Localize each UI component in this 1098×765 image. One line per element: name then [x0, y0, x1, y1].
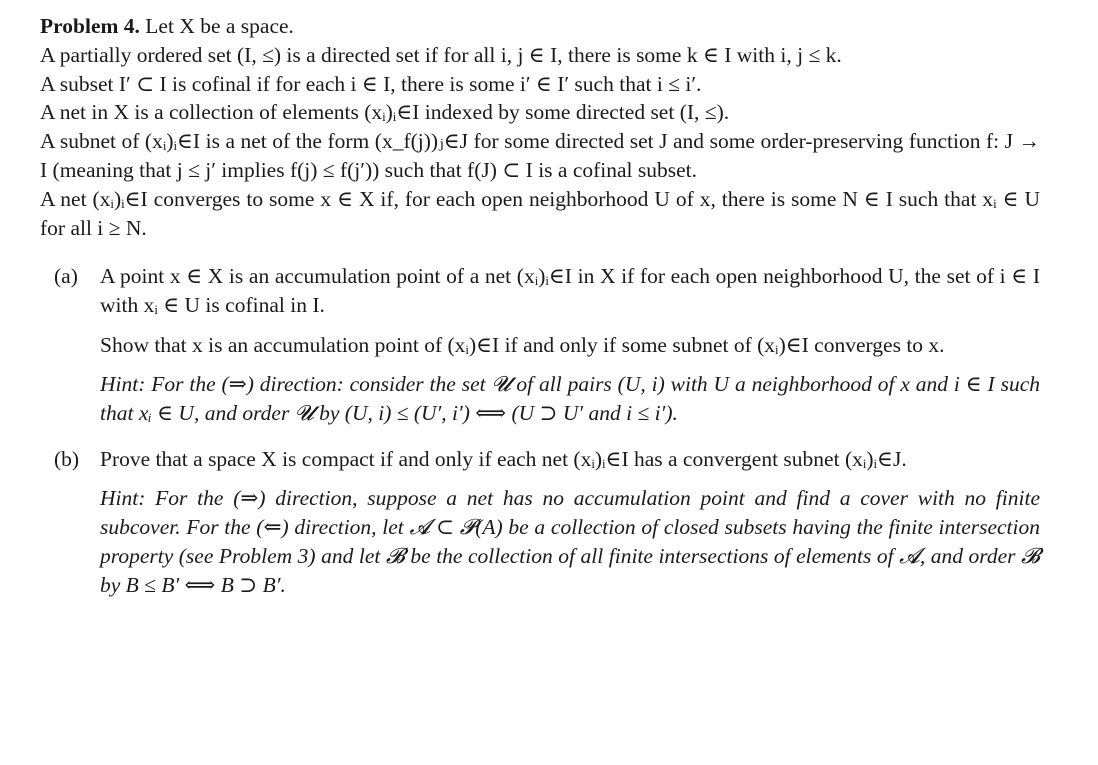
part-a-statement: A point x ∈ X is an accumulation point of a net (xᵢ)ᵢ∈I in X if for each open neighborhood U, the set of i ∈ I with xᵢ ∈ U is cofinal in I.: [100, 264, 1040, 318]
problem-heading: Problem 4.: [40, 14, 140, 38]
definition-subnet: A subnet of (xᵢ)ᵢ∈I is a net of the form (x_f(j))ⱼ∈J for some directed set J and some order-preserving function f: J → I (meaning that j ≤ j′ implies f(j) ≤ f(j′)) such that f(J) ⊂ I is a cofinal subset.: [40, 129, 1040, 182]
definition-convergence: A net (xᵢ)ᵢ∈I converges to some x ∈ X if, for each open neighborhood U of x, there is some N ∈ I such that xᵢ ∈ U for all i ≥ N.: [40, 186, 1040, 240]
definition-cofinal: A subset I′ ⊂ I is cofinal if for each i ∈ I, there is some i′ ∈ I′ such that i ≤ i′.: [40, 71, 702, 96]
problem-intro: Let X be a space.: [145, 14, 294, 38]
part-b-statement: Prove that a space X is compact if and only if each net (xᵢ)ᵢ∈I has a convergent subnet (xᵢ)ᵢ∈J.: [100, 447, 907, 472]
part-a-task: Show that x is an accumulation point of (xᵢ)∈I if and only if some subnet of (xᵢ)∈I converges to x.: [100, 332, 945, 357]
part-a: [54, 262, 1040, 427]
definition-net: A net in X is a collection of elements (xᵢ)ᵢ∈I indexed by some directed set (I, ≤).: [40, 100, 730, 125]
part-a-label: (a): [54, 264, 78, 289]
part-b-label: (b): [54, 447, 80, 472]
problem-page: [40, 12, 1040, 599]
part-a-hint: Hint: For the (⇒) direction: consider the set 𝓤 of all pairs (U, i) with U a neighborhood of x and i ∈ I such that xᵢ ∈ U, and order 𝓤 by (U, i) ≤ (U′, i′) ⟺ (U ⊃ U′ and i ≤ i′).: [100, 371, 1040, 425]
definition-directed-set: A partially ordered set (I, ≤) is a directed set if for all i, j ∈ I, there is some k ∈ I with i, j ≤ k.: [40, 42, 842, 67]
part-b: [54, 445, 1040, 599]
part-b-hint: Hint: For the (⇒) direction, suppose a net has no accumulation point and find a cover with no finite subcover. For the (⇐) direction, let 𝓐 ⊂ 𝓟(A) be a collection of closed subsets having the finite intersection property (see Problem 3) and let 𝓑 be the collection of all finite intersections of elements of 𝓐, and order 𝓑 by B ≤ B′ ⟺ B ⊃ B′.: [100, 486, 1040, 597]
problem-header: [40, 12, 1040, 41]
